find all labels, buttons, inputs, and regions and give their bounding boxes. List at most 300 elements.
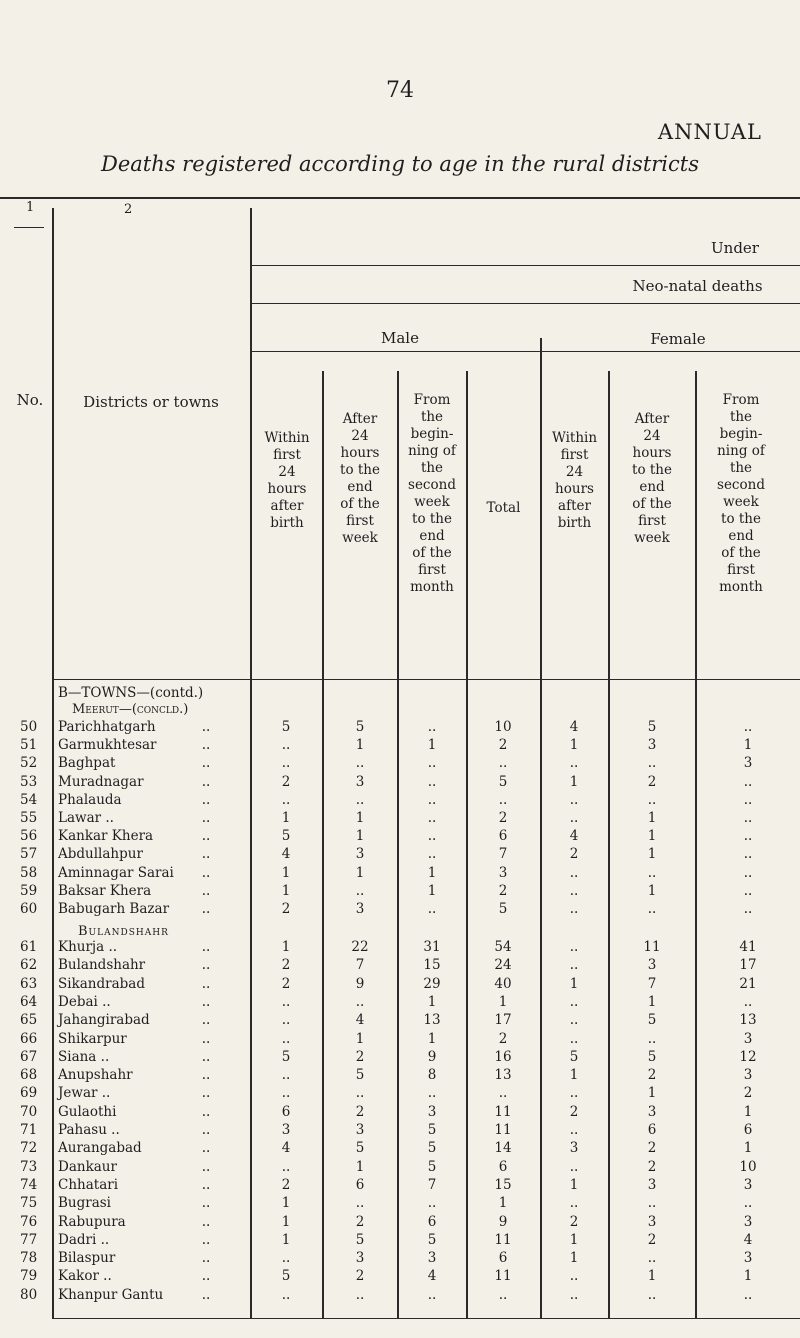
cell-female-within-24h: 1 <box>569 1250 579 1267</box>
table-row <box>0 1066 800 1084</box>
cell-female-from-second-week: .. <box>743 773 753 790</box>
cell-female-from-second-week: 12 <box>739 1048 757 1065</box>
cell-female-within-24h: .. <box>569 1158 579 1175</box>
table-row <box>0 1231 800 1249</box>
leader-dots: .. <box>201 1231 211 1248</box>
cell-female-within-24h: 1 <box>569 737 579 754</box>
cell-male-after-24h: 5 <box>355 719 365 735</box>
cell-female-after-24h: 2 <box>647 1231 657 1248</box>
table-row <box>0 809 800 827</box>
cell-male-from-second-week: 6 <box>427 1213 437 1230</box>
cell-male-total: .. <box>498 1286 508 1303</box>
row-number: 59 <box>20 882 38 899</box>
cell-female-within-24h: 1 <box>569 1231 579 1248</box>
table-row <box>0 845 800 863</box>
cell-female-within-24h: 5 <box>569 1048 579 1065</box>
cell-male-within-24h: .. <box>281 737 291 754</box>
cell-male-total: 10 <box>494 719 512 735</box>
district-name: Sikandrabad <box>58 975 145 992</box>
cell-female-after-24h: .. <box>647 864 657 881</box>
cell-female-within-24h: 2 <box>569 1103 579 1120</box>
cell-male-total: 3 <box>498 864 508 881</box>
leader-dots: .. <box>201 773 211 790</box>
district-name: Lawar .. <box>58 810 114 826</box>
row-number: 67 <box>20 1048 38 1065</box>
cell-male-total: 40 <box>494 975 512 992</box>
cell-male-from-second-week: 1 <box>427 882 437 899</box>
cell-female-from-second-week: 3 <box>743 1213 753 1230</box>
cell-male-within-24h: .. <box>281 1030 291 1047</box>
leader-dots: .. <box>201 1122 211 1138</box>
cell-male-after-24h: .. <box>355 882 365 899</box>
cell-male-total: 11 <box>494 1231 512 1248</box>
cell-female-after-24h: 1 <box>647 810 657 826</box>
table-row <box>0 993 800 1011</box>
cell-male-from-second-week: 1 <box>427 864 437 881</box>
district-name: Rabupura <box>58 1213 126 1230</box>
rule-subheads <box>250 351 800 352</box>
cell-female-within-24h: 2 <box>569 1213 579 1230</box>
cell-male-total: 54 <box>494 939 512 955</box>
cell-male-within-24h: 1 <box>281 810 291 826</box>
leader-dots: .. <box>201 1250 211 1267</box>
table-row <box>0 1103 800 1121</box>
top-rule <box>0 197 800 199</box>
row-number: 60 <box>20 901 38 917</box>
cell-male-total: 17 <box>494 1012 512 1029</box>
leader-dots: .. <box>201 993 211 1010</box>
cell-male-within-24h: 1 <box>281 1231 291 1248</box>
cell-male-from-second-week: 7 <box>427 1176 437 1193</box>
district-name: Abdullahpur <box>58 846 143 863</box>
cell-male-within-24h: 1 <box>281 864 291 881</box>
cell-male-within-24h: 1 <box>281 882 291 899</box>
cell-male-after-24h: 1 <box>355 1158 365 1175</box>
cell-female-within-24h: 2 <box>569 846 579 863</box>
district-name: Bulandshahr <box>58 957 146 974</box>
cell-female-after-24h: 11 <box>643 939 661 955</box>
row-number: 54 <box>20 791 38 808</box>
cell-male-within-24h: 2 <box>281 975 291 992</box>
cell-female-after-24h: 2 <box>647 1158 657 1175</box>
cell-male-after-24h: 5 <box>355 1067 365 1084</box>
cell-female-from-second-week: 17 <box>739 957 757 974</box>
cell-female-after-24h: 1 <box>647 993 657 1010</box>
cell-male-from-second-week: .. <box>427 1195 437 1212</box>
cell-female-from-second-week: .. <box>743 901 753 917</box>
cell-male-after-24h: 6 <box>355 1176 365 1193</box>
district-name: Aurangabad <box>58 1140 142 1157</box>
leader-dots: .. <box>201 1085 211 1102</box>
cell-male-within-24h: 1 <box>281 939 291 955</box>
cell-female-after-24h: 3 <box>647 957 657 974</box>
row-number: 65 <box>20 1012 38 1029</box>
cell-male-after-24h: 1 <box>355 737 365 754</box>
cell-female-within-24h: .. <box>569 957 579 974</box>
leader-dots: .. <box>201 882 211 899</box>
section-meerut: Meerut—(concld.) <box>72 702 189 717</box>
cell-male-from-second-week: .. <box>427 791 437 808</box>
cell-female-after-24h: 3 <box>647 1176 657 1193</box>
table-row <box>0 1011 800 1029</box>
cell-female-from-second-week: 10 <box>739 1158 757 1175</box>
header-neonatal: Neo-natal deaths <box>632 277 763 295</box>
cell-male-from-second-week: .. <box>427 846 437 863</box>
cell-female-after-24h: 3 <box>647 1103 657 1120</box>
section-towns: B—TOWNS—(contd.) <box>58 685 204 701</box>
district-name: Kakor .. <box>58 1268 112 1285</box>
cell-male-after-24h: 2 <box>355 1268 365 1285</box>
cell-female-within-24h: .. <box>569 1122 579 1138</box>
leader-dots: .. <box>201 1158 211 1175</box>
leader-dots: .. <box>201 1067 211 1084</box>
cell-male-total: 13 <box>494 1067 512 1084</box>
cell-male-after-24h: .. <box>355 791 365 808</box>
row-number: 77 <box>20 1231 38 1248</box>
cell-male-after-24h: 5 <box>355 1140 365 1157</box>
cell-male-from-second-week: 3 <box>427 1103 437 1120</box>
cell-male-total: .. <box>498 791 508 808</box>
cell-female-within-24h: 1 <box>569 773 579 790</box>
row-number: 74 <box>20 1176 38 1193</box>
district-name: Babugarh Bazar <box>58 901 170 917</box>
row-number: 66 <box>20 1030 38 1047</box>
cell-female-from-second-week: .. <box>743 882 753 899</box>
table-title: Deaths registered according to age in the rural districts <box>100 152 699 176</box>
cell-female-within-24h: .. <box>569 810 579 826</box>
district-name: Parichhatgarh <box>58 719 156 735</box>
cell-female-within-24h: .. <box>569 901 579 917</box>
cell-male-within-24h: 3 <box>281 1122 291 1138</box>
cell-male-from-second-week: 1 <box>427 1030 437 1047</box>
cell-male-from-second-week: 29 <box>423 975 441 992</box>
cell-male-after-24h: 22 <box>351 939 369 955</box>
cell-male-after-24h: 9 <box>355 975 365 992</box>
row-number: 80 <box>20 1286 38 1303</box>
cell-male-within-24h: 5 <box>281 828 291 845</box>
district-name: Dadri .. <box>58 1231 110 1248</box>
cell-female-from-second-week: 3 <box>743 1176 753 1193</box>
cell-female-within-24h: .. <box>569 755 579 772</box>
row-number: 75 <box>20 1195 38 1212</box>
cell-female-from-second-week: 6 <box>743 1122 753 1138</box>
cell-female-after-24h: .. <box>647 1195 657 1212</box>
leader-dots: .. <box>201 901 211 917</box>
rule-under <box>250 265 800 266</box>
running-head: ANNUAL <box>657 120 762 144</box>
cell-male-after-24h: 4 <box>355 1012 365 1029</box>
header-districts: Districts or towns <box>83 393 219 411</box>
cell-male-total: 14 <box>494 1140 512 1157</box>
leader-dots: .. <box>201 1195 211 1212</box>
row-number: 63 <box>20 975 38 992</box>
table-row <box>0 938 800 956</box>
district-name: Muradnagar <box>58 773 144 790</box>
row-number: 56 <box>20 828 38 845</box>
row-number: 71 <box>20 1122 38 1138</box>
table-row <box>0 1267 800 1285</box>
cell-male-total: 7 <box>498 846 508 863</box>
cell-female-after-24h: .. <box>647 755 657 772</box>
cell-female-within-24h: .. <box>569 882 579 899</box>
header-male-after-24h: After 24 hours to the end of the first week <box>340 411 380 546</box>
page-number: 74 <box>386 78 414 103</box>
cell-female-after-24h: 1 <box>647 1085 657 1102</box>
cell-female-from-second-week: .. <box>743 719 753 735</box>
cell-male-from-second-week: .. <box>427 901 437 917</box>
cell-male-total: 5 <box>498 901 508 917</box>
row-number: 64 <box>20 993 38 1010</box>
cell-female-after-24h: 1 <box>647 846 657 863</box>
cell-male-from-second-week: 4 <box>427 1268 437 1285</box>
cell-female-from-second-week: .. <box>743 791 753 808</box>
row-number: 51 <box>20 737 38 754</box>
district-name: Pahasu .. <box>58 1122 120 1138</box>
table-row <box>0 1139 800 1157</box>
row-number: 69 <box>20 1085 38 1102</box>
cell-male-total: 16 <box>494 1048 512 1065</box>
cell-female-within-24h: 3 <box>569 1140 579 1157</box>
cell-male-within-24h: .. <box>281 755 291 772</box>
leader-dots: .. <box>201 1012 211 1029</box>
cell-female-from-second-week: .. <box>743 993 753 1010</box>
cell-male-total: 2 <box>498 737 508 754</box>
cell-female-from-second-week: 3 <box>743 1067 753 1084</box>
cell-male-total: .. <box>498 1085 508 1102</box>
leader-dots: .. <box>201 1030 211 1047</box>
cell-female-within-24h: .. <box>569 1286 579 1303</box>
row-number: 72 <box>20 1140 38 1157</box>
table-row <box>0 1030 800 1048</box>
row-number: 50 <box>20 719 38 735</box>
cell-female-after-24h: .. <box>647 1250 657 1267</box>
cell-male-after-24h: .. <box>355 755 365 772</box>
cell-male-after-24h: 1 <box>355 1030 365 1047</box>
district-name: Bugrasi <box>58 1195 112 1212</box>
cell-female-from-second-week: .. <box>743 810 753 826</box>
cell-female-after-24h: 2 <box>647 1140 657 1157</box>
cell-female-from-second-week: .. <box>743 1195 753 1212</box>
table-row <box>0 827 800 845</box>
cell-male-from-second-week: .. <box>427 773 437 790</box>
header-female-after-24h: After 24 hours to the end of the first week <box>632 411 672 546</box>
table-row <box>0 718 800 736</box>
cell-male-within-24h: .. <box>281 1250 291 1267</box>
cell-male-from-second-week: .. <box>427 1085 437 1102</box>
district-name: Kankar Khera <box>58 828 154 845</box>
header-male-total: Total <box>486 500 521 516</box>
cell-male-after-24h: 2 <box>355 1213 365 1230</box>
cell-male-after-24h: 3 <box>355 1122 365 1138</box>
table-row <box>0 1084 800 1102</box>
cell-male-from-second-week: .. <box>427 828 437 845</box>
table-row <box>0 773 800 791</box>
cell-male-within-24h: 1 <box>281 1213 291 1230</box>
row-number: 73 <box>20 1158 38 1175</box>
table-row <box>0 882 800 900</box>
cell-male-from-second-week: .. <box>427 755 437 772</box>
cell-male-from-second-week: .. <box>427 1286 437 1303</box>
cell-female-after-24h: .. <box>647 901 657 917</box>
district-name: Siana .. <box>58 1048 110 1065</box>
cell-male-within-24h: .. <box>281 791 291 808</box>
cell-male-after-24h: 3 <box>355 846 365 863</box>
cell-female-from-second-week: 21 <box>739 975 757 992</box>
cell-female-within-24h: .. <box>569 1268 579 1285</box>
header-female-from-second-week: From the begin- ning of the second week to the end of the first month <box>717 392 765 595</box>
district-name: Baghpat <box>58 755 116 772</box>
cell-female-after-24h: 1 <box>647 882 657 899</box>
cell-male-total: 11 <box>494 1103 512 1120</box>
leader-dots: .. <box>201 957 211 974</box>
table-row <box>0 791 800 809</box>
cell-female-from-second-week: 2 <box>743 1085 753 1102</box>
leader-dots: .. <box>201 828 211 845</box>
cell-female-within-24h: 1 <box>569 1067 579 1084</box>
section-bulandshahr: Bulandshahr <box>78 924 169 939</box>
row-number: 61 <box>20 939 38 955</box>
table-row <box>0 736 800 754</box>
cell-male-from-second-week: 5 <box>427 1122 437 1138</box>
cell-male-within-24h: 4 <box>281 846 291 863</box>
leader-dots: .. <box>201 719 211 735</box>
cell-male-within-24h: 2 <box>281 901 291 917</box>
cell-male-after-24h: 5 <box>355 1231 365 1248</box>
row-number: 58 <box>20 864 38 881</box>
cell-male-after-24h: 1 <box>355 864 365 881</box>
table-row <box>0 1286 800 1304</box>
cell-female-within-24h: 1 <box>569 975 579 992</box>
header-female-within-24h: Within first 24 hours after birth <box>551 430 598 531</box>
cell-female-from-second-week: 3 <box>743 1250 753 1267</box>
cell-male-within-24h: 2 <box>281 773 291 790</box>
cell-female-after-24h: 7 <box>647 975 657 992</box>
column-number-1: 1 <box>26 200 35 215</box>
district-name: Shikarpur <box>58 1030 127 1047</box>
cell-male-total: 1 <box>498 1195 508 1212</box>
district-name: Baksar Khera <box>58 882 152 899</box>
cell-male-within-24h: 5 <box>281 1048 291 1065</box>
leader-dots: .. <box>201 755 211 772</box>
cell-male-total: 6 <box>498 828 508 845</box>
header-male: Male <box>381 329 419 347</box>
district-name: Jewar .. <box>58 1085 111 1102</box>
cell-male-from-second-week: 5 <box>427 1158 437 1175</box>
leader-dots: .. <box>201 939 211 955</box>
table-row <box>0 754 800 772</box>
cell-female-after-24h: 2 <box>647 1067 657 1084</box>
cell-female-within-24h: .. <box>569 939 579 955</box>
cell-male-from-second-week: 31 <box>423 939 441 955</box>
district-name: Chhatari <box>58 1176 119 1193</box>
cell-male-after-24h: 1 <box>355 810 365 826</box>
district-name: Garmukhtesar <box>58 737 157 754</box>
cell-female-within-24h: 1 <box>569 1176 579 1193</box>
cell-female-from-second-week: 1 <box>743 1103 753 1120</box>
district-name: Phalauda <box>58 791 122 808</box>
cell-female-after-24h: 1 <box>647 828 657 845</box>
district-name: Jahangirabad <box>58 1012 150 1029</box>
cell-male-from-second-week: 9 <box>427 1048 437 1065</box>
cell-female-after-24h: 5 <box>647 719 657 735</box>
cell-male-from-second-week: 15 <box>423 957 441 974</box>
leader-dots: .. <box>201 1140 211 1157</box>
cell-female-from-second-week: 3 <box>743 1030 753 1047</box>
cell-male-within-24h: 5 <box>281 719 291 735</box>
cell-male-after-24h: 3 <box>355 1250 365 1267</box>
district-name: Khurja .. <box>58 939 118 955</box>
cell-male-from-second-week: .. <box>427 719 437 735</box>
cell-female-from-second-week: .. <box>743 828 753 845</box>
cell-male-after-24h: .. <box>355 1085 365 1102</box>
leader-dots: .. <box>201 864 211 881</box>
row-number: 79 <box>20 1268 38 1285</box>
leader-dots: .. <box>201 1268 211 1285</box>
table-row <box>0 1121 800 1139</box>
row-number: 78 <box>20 1250 38 1267</box>
column-number-2: 2 <box>124 202 133 217</box>
cell-male-within-24h: .. <box>281 1067 291 1084</box>
table-row <box>0 1249 800 1267</box>
rule-neonatal <box>250 303 800 304</box>
table-row <box>0 956 800 974</box>
cell-male-after-24h: .. <box>355 993 365 1010</box>
cell-female-from-second-week: 41 <box>739 939 757 955</box>
leader-dots: .. <box>201 810 211 826</box>
cell-male-total: 6 <box>498 1158 508 1175</box>
cell-male-total: .. <box>498 755 508 772</box>
cell-male-after-24h: 7 <box>355 957 365 974</box>
cell-female-from-second-week: .. <box>743 1286 753 1303</box>
cell-female-within-24h: 4 <box>569 719 579 735</box>
leader-dots: .. <box>201 1286 211 1303</box>
cell-female-after-24h: .. <box>647 791 657 808</box>
cell-female-within-24h: .. <box>569 1012 579 1029</box>
row-number: 70 <box>20 1103 38 1120</box>
cell-female-from-second-week: 1 <box>743 737 753 754</box>
leader-dots: .. <box>201 737 211 754</box>
table-row <box>0 1194 800 1212</box>
rule-bottom <box>52 1318 800 1319</box>
cell-female-from-second-week: 3 <box>743 755 753 772</box>
cell-male-total: 6 <box>498 1250 508 1267</box>
leader-dots: .. <box>201 1176 211 1193</box>
header-male-within-24h: Within first 24 hours after birth <box>264 430 310 531</box>
cell-male-within-24h: 2 <box>281 957 291 974</box>
cell-male-from-second-week: 13 <box>423 1012 441 1029</box>
leader-dots: .. <box>201 1213 211 1230</box>
cell-female-after-24h: 3 <box>647 1213 657 1230</box>
cell-female-after-24h: .. <box>647 1030 657 1047</box>
table-row <box>0 1213 800 1231</box>
row-number: 76 <box>20 1213 38 1230</box>
cell-male-from-second-week: .. <box>427 810 437 826</box>
cell-male-total: 5 <box>498 773 508 790</box>
cell-male-total: 9 <box>498 1213 508 1230</box>
row-number: 68 <box>20 1067 38 1084</box>
cell-male-from-second-week: 3 <box>427 1250 437 1267</box>
district-name: Anupshahr <box>58 1067 133 1084</box>
cell-male-total: 11 <box>494 1268 512 1285</box>
cell-male-total: 15 <box>494 1176 512 1193</box>
leader-dots: .. <box>201 975 211 992</box>
cell-male-total: 2 <box>498 882 508 899</box>
header-female: Female <box>650 330 706 348</box>
cell-male-from-second-week: 1 <box>427 993 437 1010</box>
cell-male-within-24h: .. <box>281 1012 291 1029</box>
cell-male-after-24h: 2 <box>355 1103 365 1120</box>
cell-female-within-24h: .. <box>569 864 579 881</box>
